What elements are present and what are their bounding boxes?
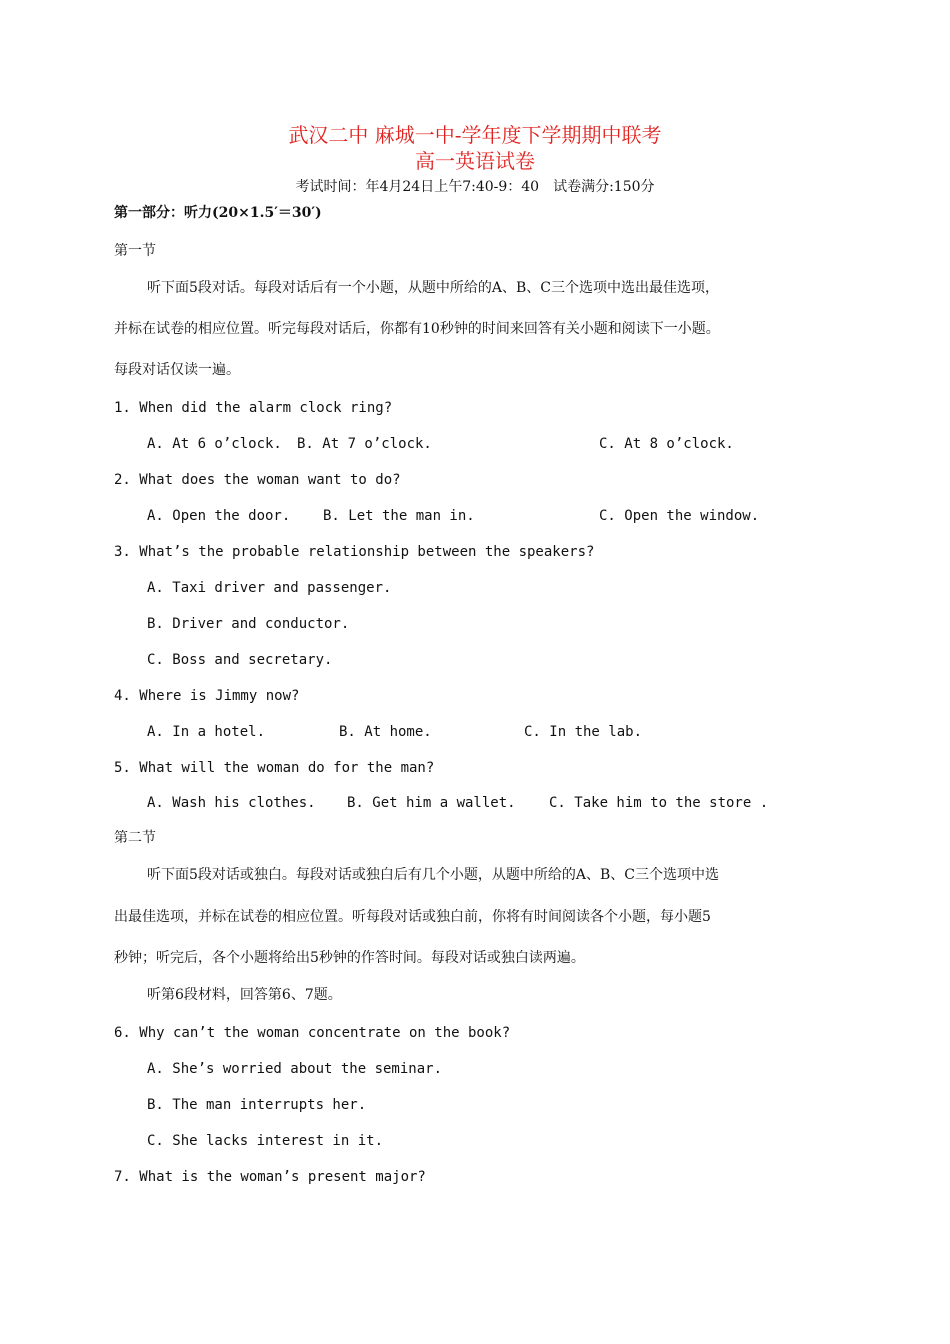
- question-2-stem: 2. What does the woman want to do?: [114, 472, 401, 488]
- section2-instruction-line2: 出最佳选项，并标在试卷的相应位置。听每段对话或独白前，你将有时间阅读各个小题，每小题5: [114, 909, 711, 925]
- section1-instruction-line3: 每段对话仅读一遍。: [114, 362, 240, 378]
- question-3-option-b: B. Driver and conductor.: [147, 616, 350, 632]
- question-3-stem: 3. What’s the probable relationship between the speakers?: [114, 544, 595, 560]
- section1-instruction-line1: 听下面5段对话。每段对话后有一个小题，从题中所给的A、B、C三个选项中选出最佳选项，: [147, 280, 720, 296]
- question-4-option-a: A. In a hotel.: [147, 724, 266, 740]
- section1-heading: 第一节: [114, 243, 156, 259]
- section2-heading: 第二节: [114, 830, 156, 846]
- question-2-option-c: C. Open the window.: [599, 508, 760, 524]
- exam-title: 武汉二中 麻城一中-学年度下学期期中联考: [288, 123, 662, 147]
- section2-instruction-line3: 秒钟；听完后，各个小题将给出5秒钟的作答时间。每段对话或独白读两遍。: [114, 950, 585, 966]
- section2-instruction-line1: 听下面5段对话或独白。每段对话或独白后有几个小题，从题中所给的A、B、C三个选项中选: [147, 867, 720, 883]
- question-1-stem: 1. When did the alarm clock ring?: [114, 400, 393, 416]
- exam-subtitle: 高一英语试卷: [415, 149, 535, 173]
- question-6-option-b: B. The man interrupts her.: [147, 1097, 367, 1113]
- question-5-stem: 5. What will the woman do for the man?: [114, 760, 435, 776]
- question-2-option-b: B. Let the man in.: [323, 508, 475, 524]
- question-5-option-c: C. Take him to the store .: [549, 795, 769, 811]
- question-4-stem: 4. Where is Jimmy now?: [114, 688, 300, 704]
- question-5-option-a: A. Wash his clothes.: [147, 795, 316, 811]
- question-1-option-c: C. At 8 o’clock.: [599, 436, 734, 452]
- question-7-stem: 7. What is the woman’s present major?: [114, 1169, 426, 1185]
- question-6-option-c: C. She lacks interest in it.: [147, 1133, 384, 1149]
- question-4-option-b: B. At home.: [339, 724, 432, 740]
- material-6-instruction: 听第6段材料，回答第6、7题。: [147, 987, 342, 1003]
- question-3-option-c: C. Boss and secretary.: [147, 652, 333, 668]
- question-1-option-b: B. At 7 o’clock.: [297, 436, 432, 452]
- exam-meta: 考试时间：年4月24日上午7:40-9：40 试卷满分:150分: [295, 179, 655, 195]
- question-4-option-c: C. In the lab.: [524, 724, 643, 740]
- question-6-stem: 6. Why can’t the woman concentrate on the book?: [114, 1025, 511, 1041]
- question-5-option-b: B. Get him a wallet.: [347, 795, 516, 811]
- question-6-option-a: A. She’s worried about the seminar.: [147, 1061, 443, 1077]
- question-1-option-a: A. At 6 o’clock.: [147, 436, 282, 452]
- question-2-option-a: A. Open the door.: [147, 508, 291, 524]
- question-3-option-a: A. Taxi driver and passenger.: [147, 580, 392, 596]
- section1-instruction-line2: 并标在试卷的相应位置。听完每段对话后，你都有10秒钟的时间来回答有关小题和阅读下一小题。: [114, 321, 720, 337]
- part1-heading: 第一部分：听力(20×1.5′＝30′): [114, 205, 322, 221]
